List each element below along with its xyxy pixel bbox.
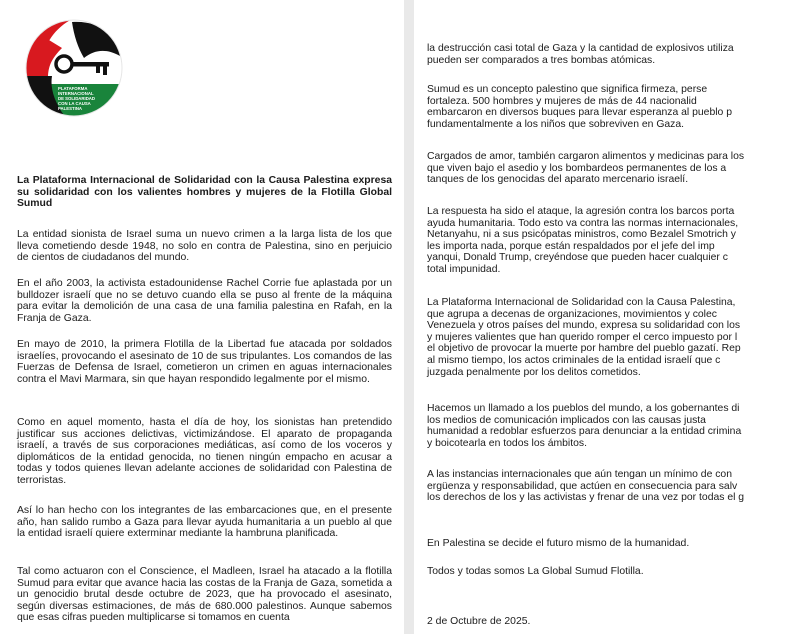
text-line: y mujeres valientes que han querido romper el cerco impuesto por l (427, 331, 738, 343)
text-line: Todos y todas somos La Global Sumud Flotilla. (427, 566, 644, 577)
logo-text-line-2: INTERNACIONAL (58, 91, 94, 96)
paragraph-future (427, 538, 799, 550)
text-line: tanques de los genocidas del aparato mercenario israelí. (427, 174, 689, 186)
text-line: y boicotearla en todos los ámbitos. (427, 437, 587, 449)
statement-heading-block (17, 175, 392, 210)
text-line: Sumud es un concepto palestino que significa firmeza, perse (427, 84, 708, 95)
body-block-3 (17, 339, 392, 385)
text-line: Venezuela y otros países del mundo, expresa su solidaridad con los (427, 320, 741, 332)
text-line: A las instancias internacionales que aún tengan un mínimo de con (427, 469, 732, 480)
text-line: ergüenza y responsabilidad, que actúen en consecuencia para salv (427, 480, 738, 492)
body-block-4 (17, 417, 392, 487)
paragraph-cargo (427, 151, 799, 186)
paragraph-embarcaciones: Así lo han hecho con los integrantes de las embarcaciones que, en el presente año, han salido rumbo a Gaza para llevar ayuda humanitaria a un pueblo al que la entidad israelí quiere exterminar mediante la hambruna planificada. (17, 505, 392, 540)
text-line: Netanyahu, ni a sus psicópatas ministros, como Bezalel Smotrich y (427, 229, 736, 241)
text-line: el objetivo de provocar la muerte por hambre del pueblo gazatí. Rep (427, 343, 741, 355)
text-line: humanidad a redoblar esfuerzos para denunciar a la entidad crimina (427, 426, 742, 438)
text-line: Hacemos un llamado a los pueblos del mundo, a los gobernantes di (427, 403, 740, 414)
paragraph-sumud-concept (427, 84, 799, 130)
text-line: La Plataforma Internacional de Solidaridad con la Causa Palestina, (427, 297, 736, 308)
paragraph-international-instances (427, 469, 799, 504)
text-line: los medios de comunicación implicados con las causas justa (427, 414, 706, 426)
text-line: fortaleza. 500 hombres y mujeres de más de 44 nacionalid (427, 95, 697, 107)
text-line: los derechos de los y las activistas y frenar de una vez por todas el g (427, 492, 745, 504)
text-line: yanqui, Donald Trump, creyéndose que pueden hacer cualquier c (427, 252, 728, 264)
logo-text-line-3: DE SOLIDARIDAD (58, 96, 96, 101)
paragraph-flotilla-2010: En mayo de 2010, la primera Flotilla de la Libertad fue atacada por soldados israelíes, provocando el asesinato de 10 de sus tripulantes. Los comandos de las Fuerzas de Defensa de Israel, cometieron un crimen en aguas internacionales contra el Mavi Marmara, sin que hayan respondido legalmente por el mismo. (17, 339, 392, 385)
body-block-1 (17, 229, 392, 264)
statement-heading: La Plataforma Internacional de Solidaridad con la Causa Palestina expresa su solidaridad con los valientes hombres y mujeres de la Flotilla Global Sumud (17, 175, 392, 210)
text-line: que agrupa a decenas de organizaciones, movimientos y colec (427, 308, 717, 320)
paragraph-gaza-destruction (427, 43, 799, 66)
organization-logo (14, 18, 124, 118)
paragraph-call-to-action (427, 403, 799, 449)
text-line: la destrucción casi total de Gaza y la cantidad de explosivos utiliza (427, 43, 734, 54)
text-line: embarcaron en diversos buques para llevar esperanza al pueblo p (427, 107, 732, 119)
paragraph-sumud-attack: Tal como actuaron con el Conscience, el Madleen, Israel ha atacado a la flotilla Sumud para evitar que avance hacia las costas de la Franja de Gaza, sometida a un genocidio brutal desde octubre de 2023, que ha provocado el asesinato, según diversas estimaciones, de más de 680.000 palestinos. Aunque sabemos que esas cifras pueden multiplicarse si tomamos en cuenta (17, 566, 392, 624)
paragraph-all-of-us (427, 566, 799, 578)
text-line: total impunidad. (427, 263, 501, 275)
logo-text-line-5: PALESTINA (58, 106, 83, 111)
document-date-block (427, 616, 799, 628)
paragraph-platform-solidarity (427, 297, 799, 378)
document-date: 2 de Octubre de 2025. (427, 616, 531, 627)
body-block-2 (17, 278, 392, 324)
text-line: fundamentalmente a los niños que sobreviven en Gaza. (427, 118, 685, 130)
paragraph-historic-crimes: La entidad sionista de Israel suma un nuevo crimen a la larga lista de los que lleva cometiendo desde 1948, no solo en contra de Palestina, sino en perjuicio de cientos de ciudadanos del mundo. (17, 229, 392, 264)
paragraph-response (427, 206, 799, 276)
text-line: les importa nada, porque están respaldados por el jefe del imp (427, 240, 715, 252)
paragraph-propaganda: Como en aquel momento, hasta el día de hoy, los sionistas han pretendido justificar sus acciones delictivas, victimizándose. El aparato de propaganda israelí, a través de sus corporaciones mediáticas, así como de los voceros y diplomáticos de la entidad genocida, no tienen ningún empacho en acusar a todas y todos quienes llevan adelante acciones de solidaridad con Palestina de terroristas. (17, 417, 392, 486)
text-line: juzgada penalmente por los delitos cometidos. (427, 366, 641, 378)
text-line: al mismo tiempo, los actos criminales de la entidad israelí que c (427, 354, 721, 366)
logo-text-line-4: CON LA CAUSA (58, 101, 91, 106)
logo-text-line-1: PLATAFORMA (58, 86, 88, 91)
text-line: pueden ser comparados a tres bombas atómicas. (427, 54, 656, 66)
body-block-6 (17, 566, 392, 624)
paragraph-rachel-corrie: En el año 2003, la activista estadounidense Rachel Corrie fue aplastada por un bulldozer israelí que no se detuvo cuando ella se puso al frente de la máquina para evitar la demolición de una casa de una familia palestina en Rafah, en la Franja de Gaza. (17, 278, 392, 324)
text-line: que viven bajo el asedio y los bombardeos permanentes de los a (427, 162, 727, 174)
body-block-5 (17, 505, 392, 540)
text-line: Cargados de amor, también cargaron alimentos y medicinas para los (427, 151, 745, 162)
text-line: La respuesta ha sido el ataque, la agresión contra los barcos porta (427, 206, 735, 217)
logo-graphic (14, 18, 124, 118)
document-page-right (414, 0, 799, 634)
text-line: ayuda humanitaria. Todo esto va contra las normas internacionales, (427, 217, 739, 229)
text-line: En Palestina se decide el futuro mismo de la humanidad. (427, 538, 690, 549)
